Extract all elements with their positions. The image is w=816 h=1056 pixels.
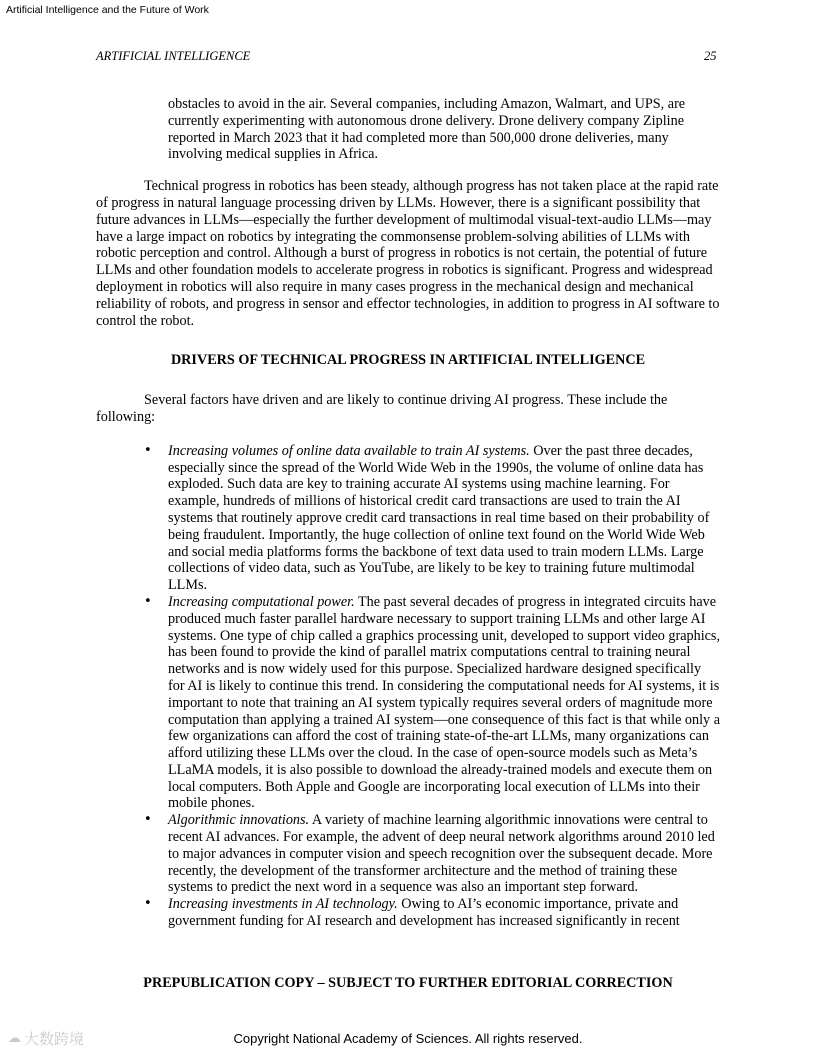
prepublication-notice: PREPUBLICATION COPY – SUBJECT TO FURTHER EDITORIAL CORRECTION bbox=[143, 975, 673, 991]
document-title: Artificial Intelligence and the Future of Work bbox=[6, 4, 209, 16]
bullet-icon: • bbox=[144, 442, 152, 458]
bullet-text: A variety of machine learning algorithmic innovations were central to recent AI advances. For example, the advent of deep neural network algorithms around 2010 led to major advances in computer vision and speech recognition over the subsequent decade. More recently, the development of the transformer architecture and the method of training these systems to predict the next word in a sequence was also an important step forward. bbox=[168, 812, 715, 896]
bullet-icon: • bbox=[144, 593, 152, 609]
drivers-list bbox=[96, 443, 720, 930]
list-item bbox=[144, 593, 720, 812]
list-item bbox=[144, 896, 720, 930]
bullet-lead: Increasing computational power. bbox=[168, 593, 355, 610]
bullet-icon: • bbox=[144, 896, 152, 912]
bullet-icon: • bbox=[144, 812, 152, 828]
bullet-lead: Increasing investments in AI technology. bbox=[168, 896, 398, 913]
page-number: 25 bbox=[704, 49, 717, 63]
running-head: ARTIFICIAL INTELLIGENCE bbox=[96, 49, 251, 63]
bullet-text: Over the past three decades, especially since the spread of the World Wide Web in the 1990s, the volume of online data has exploded. Such data are key to training accurate AI systems using machine learning. For example, hundreds of millions of historical credit card transactions are used to train the AI systems that routinely approve credit card transactions in real time based on their probability of being fraudulent. Importantly, the huge collection of online text found on the World Wide Web and social media platforms forms the backbone of text data used to train modern LLMs. Large collections of video data, such as YouTube, are likely to be key to training future multimodal LLMs. bbox=[168, 442, 710, 594]
bullet-lead: Increasing volumes of online data available to train AI systems. bbox=[168, 442, 530, 459]
cloud-logo-icon: ☁ bbox=[8, 1031, 21, 1046]
bullet-text: The past several decades of progress in integrated circuits have produced much faster parallel hardware necessary to support training LLMs and other large AI systems. One type of chip called a graphics processing unit, developed to support video graphics, has been found to provide the kind of parallel matrix computations central to training neural networks and is now widely used for this purpose. Specialized hardware designed specifically for AI is likely to continue this trend. In considering the computational needs for AI systems, it is important to note that training an AI system typically requires several orders of magnitude more computation than applying a trained AI system—one consequence of this fact is that while only a few organizations can afford the cost of training state-of-the-art LLMs, many organizations can afford utilizing these LLMs over the cloud. In the case of open-source models such as Meta’s LLaMA models, it is also possible to download the already-trained models and execute them on local computers. Both Apple and Google are incorporating local execution of LLMs into their mobile phones. bbox=[168, 593, 720, 812]
watermark-text: 大数跨境 bbox=[24, 1030, 85, 1048]
paragraph-intro: Several factors have driven and are likely to continue driving AI progress. These include the following: bbox=[96, 392, 668, 425]
page-body bbox=[96, 96, 720, 930]
list-item bbox=[144, 812, 720, 896]
list-item bbox=[144, 442, 720, 594]
bullet-text: Owing to AI’s economic importance, private and government funding for AI research and development has increased significantly in recent bbox=[168, 896, 680, 930]
section-heading: DRIVERS OF TECHNICAL PROGRESS IN ARTIFICIAL INTELLIGENCE bbox=[170, 352, 646, 369]
paragraph-robotics: Technical progress in robotics has been steady, although progress has not taken place at the rapid rate of progress in natural language processing driven by LLMs. However, there is a significant possibility that future advances in LLMs—especially the further development of multimodal visual-text-audio LLMs—may have a large impact on robotics by integrating the commonsense problem-solving abilities of LLMs with robotic perception and control. Although a burst of progress in robotics is not certain, the potential of future LLMs and other foundation models to accelerate progress in robotics is significant. Progress and widespread deployment in robotics will also require in many cases progress in the mechanical design and mechanical reliability of robots, and progress in sensor and effector technologies, in addition to progress in AI software to control the robot. bbox=[96, 178, 720, 329]
bullet-lead: Algorithmic innovations. bbox=[168, 812, 310, 829]
quote-continuation: obstacles to avoid in the air. Several companies, including Amazon, Walmart, and UPS, are currently experimenting with autonomous drone delivery. Drone delivery company Zipline reported in March 2023 that it had completed more than 500,000 drone deliveries, many involving medical supplies in Africa. bbox=[168, 96, 686, 163]
copyright-notice: Copyright National Academy of Sciences. All rights reserved. bbox=[233, 1031, 583, 1046]
